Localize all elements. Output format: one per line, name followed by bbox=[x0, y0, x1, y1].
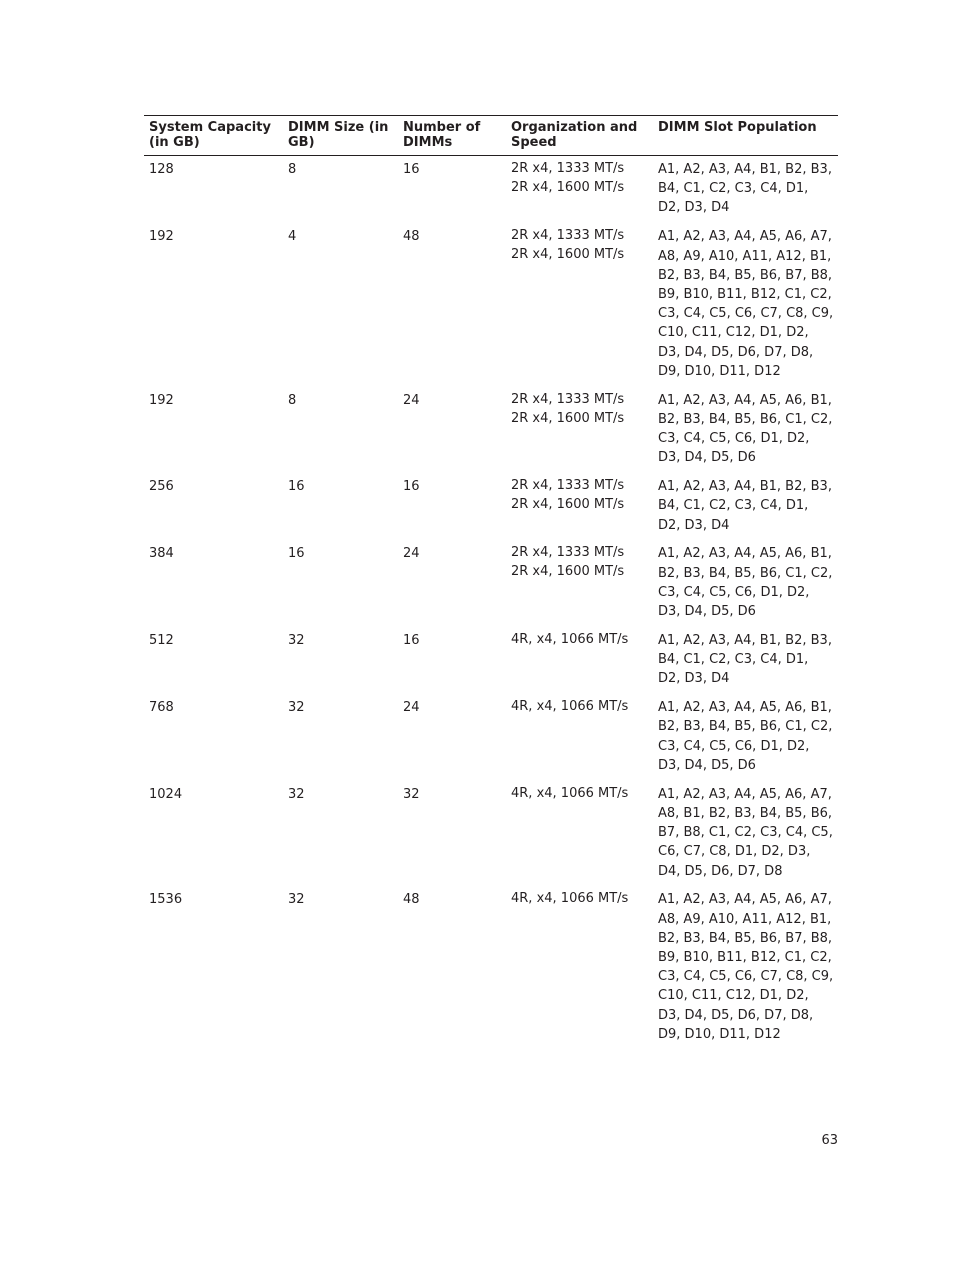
speed-line: 2R x4, 1600 MT/s bbox=[511, 410, 625, 426]
cell-number-of-dimms: 16 bbox=[403, 632, 420, 648]
cell-system-capacity: 1536 bbox=[149, 892, 183, 908]
cell-system-capacity: 192 bbox=[149, 229, 174, 245]
cell-dimm-size: 32 bbox=[288, 700, 305, 716]
cell-number-of-dimms: 48 bbox=[403, 229, 420, 245]
speed-line: 2R x4, 1333 MT/s bbox=[511, 391, 625, 407]
page-number: 63 bbox=[821, 1133, 838, 1148]
cell-number-of-dimms: 24 bbox=[403, 700, 420, 716]
cell-organization-speed bbox=[506, 890, 653, 1053]
table-body bbox=[144, 156, 838, 1054]
speed-line: 2R x4, 1333 MT/s bbox=[511, 228, 625, 244]
cell-dimm-size: 4 bbox=[288, 229, 297, 245]
cell-organization-speed bbox=[506, 631, 653, 698]
cell-slot-population: A1, A2, A3, A4, A5, A6, A7, A8, A9, A10, A11, A12, B1, B2, B3, B4, B5, B6, B7, B8, B9, B10, B11, B12, C1, C2, C3, C4, C5, C6, C7, C8, C9, C10, C11, C12, D1, D2, D3, D4, D5, D6, D7, D8, D9, D10, D11, D12 bbox=[658, 229, 834, 379]
cell-slot-population: A1, A2, A3, A4, B1, B2, B3, B4, C1, C2, C3, C4, D1, D2, D3, D4 bbox=[658, 479, 832, 533]
header-number-of-dimms: Number of DIMMs bbox=[403, 120, 481, 150]
speed-line: 2R x4, 1333 MT/s bbox=[511, 161, 625, 176]
cell-dimm-size: 16 bbox=[288, 479, 305, 495]
cell-organization-speed bbox=[506, 544, 653, 631]
table-row bbox=[144, 785, 838, 891]
cell-slot-population: A1, A2, A3, A4, A5, A6, B1, B2, B3, B4, B5, B6, C1, C2, C3, C4, C5, C6, D1, D2, D3, D4, D5, D6 bbox=[658, 392, 833, 466]
cell-number-of-dimms: 24 bbox=[403, 392, 420, 408]
table-header-row bbox=[144, 116, 838, 156]
cell-organization-speed bbox=[506, 698, 653, 785]
cell-system-capacity: 768 bbox=[149, 700, 174, 716]
cell-dimm-size: 32 bbox=[288, 786, 305, 802]
memory-configuration-table-wrapper bbox=[144, 115, 838, 1054]
speed-line: 4R, x4, 1066 MT/s bbox=[511, 699, 629, 715]
speed-line: 4R, x4, 1066 MT/s bbox=[511, 891, 629, 907]
speed-line: 4R, x4, 1066 MT/s bbox=[511, 631, 629, 647]
cell-dimm-size: 8 bbox=[288, 162, 297, 177]
cell-dimm-size: 16 bbox=[288, 546, 305, 562]
speed-line: 2R x4, 1600 MT/s bbox=[511, 564, 625, 580]
table-header bbox=[144, 116, 838, 156]
cell-slot-population: A1, A2, A3, A4, B1, B2, B3, B4, C1, C2, C3, C4, D1, D2, D3, D4 bbox=[658, 632, 832, 687]
table-row bbox=[144, 544, 838, 631]
cell-number-of-dimms: 48 bbox=[403, 892, 420, 908]
cell-system-capacity: 192 bbox=[149, 392, 174, 408]
cell-organization-speed bbox=[506, 477, 653, 544]
memory-configuration-table bbox=[144, 115, 838, 1054]
cell-organization-speed bbox=[506, 391, 653, 478]
speed-line: 4R, x4, 1066 MT/s bbox=[511, 785, 629, 801]
table-row bbox=[144, 477, 838, 544]
header-dimm-size: DIMM Size (in GB) bbox=[288, 120, 389, 150]
cell-dimm-size: 32 bbox=[288, 892, 305, 908]
table-row bbox=[144, 890, 838, 1053]
cell-dimm-size: 32 bbox=[288, 632, 305, 648]
cell-number-of-dimms: 16 bbox=[403, 479, 420, 495]
cell-system-capacity: 256 bbox=[149, 479, 174, 495]
cell-number-of-dimms: 32 bbox=[403, 786, 420, 802]
cell-system-capacity: 1024 bbox=[149, 786, 183, 802]
table-row bbox=[144, 156, 838, 228]
header-system-capacity: System Capacity (in GB) bbox=[149, 120, 271, 150]
table-row bbox=[144, 391, 838, 478]
cell-slot-population: A1, A2, A3, A4, A5, A6, B1, B2, B3, B4, B5, B6, C1, C2, C3, C4, C5, C6, D1, D2, D3, D4, D5, D6 bbox=[658, 546, 833, 620]
header-slot-population: DIMM Slot Population bbox=[658, 120, 817, 135]
table-row bbox=[144, 698, 838, 785]
cell-system-capacity: 512 bbox=[149, 632, 174, 648]
cell-number-of-dimms: 16 bbox=[403, 162, 420, 177]
cell-slot-population: A1, A2, A3, A4, B1, B2, B3, B4, C1, C2, C3, C4, D1, D2, D3, D4 bbox=[658, 162, 832, 216]
table-row bbox=[144, 631, 838, 698]
cell-system-capacity: 128 bbox=[149, 162, 174, 177]
cell-number-of-dimms: 24 bbox=[403, 546, 420, 562]
speed-line: 2R x4, 1600 MT/s bbox=[511, 180, 625, 195]
cell-organization-speed bbox=[506, 785, 653, 891]
cell-slot-population: A1, A2, A3, A4, A5, A6, A7, A8, B1, B2, B3, B4, B5, B6, B7, B8, C1, C2, C3, C4, C5, C6, C7, C8, D1, D2, D3, D4, D5, D6, D7, D8 bbox=[658, 786, 833, 879]
cell-organization-speed bbox=[506, 227, 653, 390]
speed-line: 2R x4, 1333 MT/s bbox=[511, 545, 625, 561]
speed-line: 2R x4, 1600 MT/s bbox=[511, 497, 625, 513]
table-row bbox=[144, 227, 838, 390]
cell-slot-population: A1, A2, A3, A4, A5, A6, A7, A8, A9, A10, A11, A12, B1, B2, B3, B4, B5, B6, B7, B8, B9, B10, B11, B12, C1, C2, C3, C4, C5, C6, C7, C8, C9, C10, C11, C12, D1, D2, D3, D4, D5, D6, D7, D8, D9, D10, D11, D12 bbox=[658, 892, 834, 1042]
speed-line: 2R x4, 1333 MT/s bbox=[511, 478, 625, 494]
speed-line: 2R x4, 1600 MT/s bbox=[511, 247, 625, 263]
cell-system-capacity: 384 bbox=[149, 546, 174, 562]
cell-slot-population: A1, A2, A3, A4, A5, A6, B1, B2, B3, B4, B5, B6, C1, C2, C3, C4, C5, C6, D1, D2, D3, D4, D5, D6 bbox=[658, 700, 833, 773]
cell-dimm-size: 8 bbox=[288, 392, 297, 408]
header-organization-speed: Organization and Speed bbox=[511, 120, 638, 150]
cell-organization-speed bbox=[506, 156, 653, 228]
